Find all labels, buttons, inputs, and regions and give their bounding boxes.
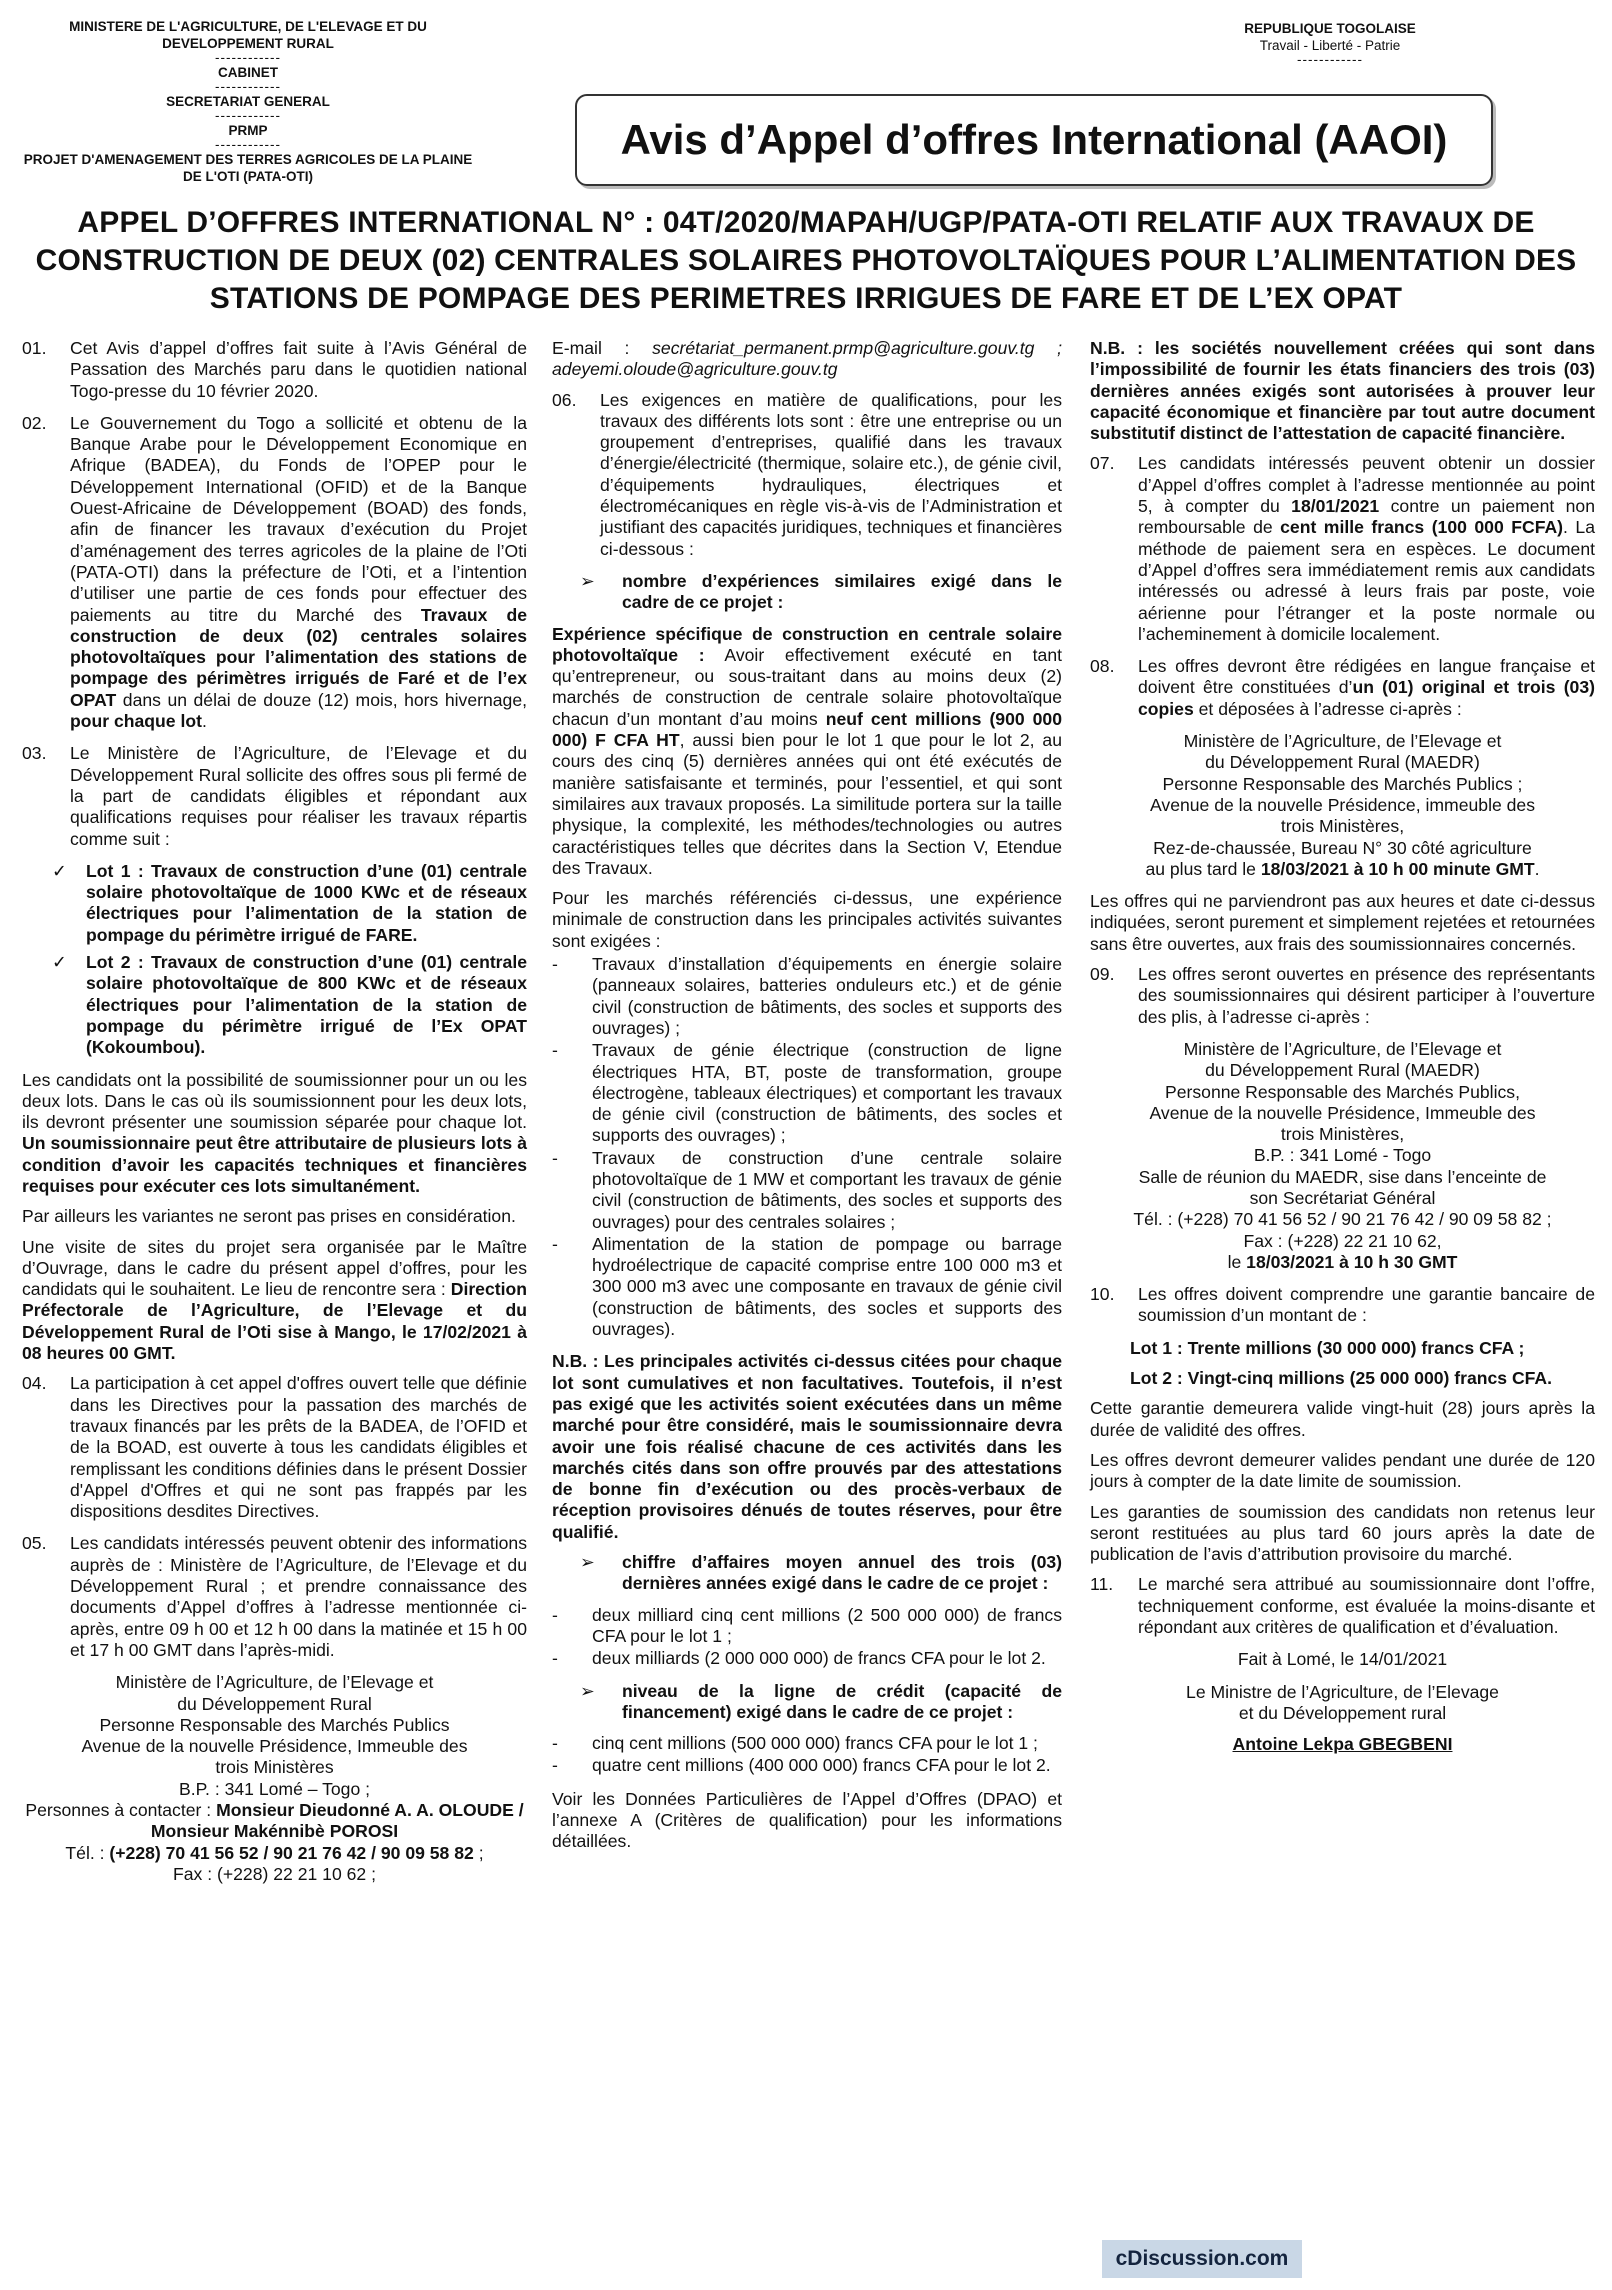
section-text	[1138, 656, 1595, 720]
offer-validity-paragraph: Les offres devront demeurer valides pendant une durée de 120 jours à compter de la date limite de soumission.	[1090, 1449, 1595, 1492]
contact-names: Monsieur Dieudonné A. A. OLOUDE / Monsieur Makénnibè POROSI	[150, 1800, 524, 1842]
text-run: au plus tard le	[1145, 858, 1261, 879]
text-run: le	[1227, 1251, 1247, 1272]
section-05	[22, 1533, 527, 1661]
lot-1-item	[52, 861, 527, 946]
section-text: Les offres doivent comprendre une garantie bancaire de soumission d’un montant de :	[1138, 1284, 1595, 1326]
section-08	[1090, 656, 1595, 720]
minister-title-line: Le Ministre de l’Agriculture, de l’Elevage	[1186, 1681, 1499, 1702]
dash-bullet: -	[552, 1233, 558, 1254]
nb-note: N.B. : Les principales activités ci-dessus citées pour chaque lot sont cumulatives et non facultatives. Toutefois, il n’est pas exigé que les activités soient exécutées dans un même marché pour être considéré, mais le soumissionnaire devra avoir une fois réalisé chacune de ces activités dans les marchés cités dans son offre prouvés par des attestations de bonne fin d’exécution ou des procès-verbaux de réception provisoires dénués de toutes réserves, pour être qualifié.	[552, 1351, 1062, 1542]
activity-item	[552, 954, 1062, 1039]
section-number: 11.	[1090, 1574, 1114, 1595]
experience-paragraph	[552, 624, 1062, 880]
address-line: trois Ministères,	[1280, 1124, 1405, 1145]
dossier-fee: cent mille francs (100 000 FCFA)	[1280, 517, 1564, 538]
arrow-bullet-icon: ➢	[580, 1680, 595, 1701]
text-run: Les offres devront être rédigées en langue française et doivent être constituées d’	[1138, 656, 1595, 698]
text-run: Les candidats ont la possibilité de soumissionner pour un ou les deux lots. Dans le cas où ils soumissionnent pour les deux lots, ils devront présenter une soumission séparée pour chaque lot.	[22, 1069, 527, 1133]
guarantee-lot-2: Lot 2 : Vingt-cinq millions (25 000 000) francs CFA.	[1130, 1368, 1553, 1389]
dash-bullet: -	[552, 1648, 558, 1669]
text-run: , aussi bien pour le lot 1 que pour le lot 2, au cours des cinq (5) dernières années qui ont été exécutés de manière satisfaisante et terminés, pour l’essentiel, et qui sont similaires aux travaux proposés. La similitude portera sur la taille physique, la complexité, les méthodes/technologies ou autres caractéristiques telles que décrites dans la Section V, Etendue des Travaux.	[552, 730, 1062, 878]
credit-text: quatre cent millions (400 000 000) francs CFA pour le lot 2.	[592, 1755, 1051, 1776]
dpao-paragraph: Voir les Données Particulières de l’Appel d’Offres (DPAO) et l’annexe A (Critères de qualification) pour les informations détaillées.	[552, 1788, 1062, 1852]
address-line: Avenue de la nouvelle Présidence, Immeuble des	[81, 1736, 468, 1757]
lot-2-text: Lot 2 : Travaux de construction d’une (01) centrale solaire photovoltaïque de 800 KWc et de réseaux électriques pour l’alimentation de la station de pompage du périmètre irrigué de l’Ex OPAT (Kokoumbou).	[86, 952, 527, 1058]
text-run: Tél. :	[65, 1842, 110, 1863]
section-number: 09.	[1090, 964, 1115, 985]
dash-bullet: -	[552, 1147, 558, 1168]
aaoi-title: Avis d’Appel d’offres International (AAOI)	[620, 116, 1448, 163]
section-text: Le marché sera attribué au soumissionnaire dont l’offre, techniquement conforme, est évaluée la moins-disante et répondant aux critères de qualification et d’évaluation.	[1138, 1574, 1595, 1638]
header-separator: ------------	[215, 50, 281, 65]
arrow-bullet-icon: ➢	[580, 570, 595, 591]
place-date: Fait à Lomé, le 14/01/2021	[1237, 1649, 1448, 1670]
section-number: 02.	[22, 412, 47, 433]
late-offers-paragraph: Les offres qui ne parviendront pas aux heures et date ci-dessus indiquées, seront purement et simplement rejetées et retournées sans être ouvertes, aux frais des soumissionnaires concernés.	[1090, 891, 1595, 954]
address-line: Salle de réunion du MAEDR, sise dans l’enceinte de	[1138, 1166, 1547, 1187]
section-text: Le Ministère de l’Agriculture, de l’Elevage et du Développement Rural sollicite des offres sous pli fermé de la part de candidats éligibles et répondant aux qualifications requises pour réaliser les travaux répartis comme suit :	[70, 743, 527, 849]
section-07	[1090, 453, 1595, 645]
text-run: Personnes à contacter :	[25, 1800, 217, 1820]
submission-address	[1090, 731, 1595, 880]
lot-2-item	[52, 952, 527, 1058]
activity-item	[552, 1234, 1062, 1340]
address-line: du Développement Rural (MAEDR)	[1205, 1060, 1480, 1081]
text-run: et déposées à l’adresse ci-après :	[1193, 698, 1462, 719]
text-run: contre un paiement non remboursable de	[1138, 496, 1595, 538]
section-text: La participation à cet appel d'offres ouvert telle que définie dans les Directives pour la passation des marchés de travaux financés par les prêts de la BADEA, de l’OFID et de la BOAD, est ouverte à tous les candidats éligibles et remplissant les conditions définies dans le présent Dossier d'Appel d'Offres et qui ne sont pas frappés par les dispositions desdites Directives.	[70, 1373, 527, 1522]
text-run: Le Gouvernement du Togo a sollicité et obtenu de la Banque Arabe pour le Développement Economique en Afrique (BADEA), du Fonds de l’OPEP pour le Développement International (OFID) et de la Banque Ouest-Africaine de Développement (BOAD) des fonds, afin de financer les travaux d’exécution du Projet d’aménagement des terres agricoles de la plaine de l’Oti (PATA-OTI) dans la préfecture de l’Oti, et a l’intention d’utiliser une partie de ces fonds pour effectuer des paiements au titre du Marché des	[70, 412, 527, 625]
header-separator: ------------	[215, 79, 281, 94]
credit-item	[552, 1755, 1062, 1776]
fax-line: Fax : (+228) 22 21 10 62 ;	[173, 1863, 376, 1884]
section-text: Les exigences en matière de qualifications, pour les travaux des différents lots sont : être une entreprise ou un groupement d’entreprises, qualifié dans les travaux d’énergie/électricité (thermique, solaire etc.), de génie civil, d’équipements hydrauliques, électriques et électromécaniques en règle vis-à-vis de l’Administration et justifiant des capacités juridiques, techniques et financières ci-dessous :	[600, 389, 1062, 559]
experience-heading	[580, 571, 1062, 614]
site-visit-location: Direction Préfectorale de l’Agriculture, de l’Elevage et du Développement Rural de l’Oti sise à Mango, le 17/02/2021 à 08 heures 00 GMT.	[22, 1279, 527, 1364]
checkmark-icon: ✓	[52, 952, 67, 973]
dash-bullet: -	[552, 1755, 558, 1776]
checkmark-icon: ✓	[52, 860, 67, 881]
dash-bullet: -	[552, 1040, 558, 1061]
section-text	[1138, 453, 1595, 645]
phone-line	[22, 1843, 527, 1864]
secretariat-label: SECRETARIAT GENERAL	[166, 94, 330, 109]
address-line: son Secrétariat Général	[1249, 1187, 1436, 1208]
address-line: B.P. : 341 Lomé – Togo ;	[178, 1778, 371, 1799]
turnover-item	[552, 1605, 1062, 1648]
start-date: 18/01/2021	[1291, 496, 1380, 517]
activity-item	[552, 1040, 1062, 1146]
text-run: E-mail :	[552, 338, 653, 358]
turnover-item	[552, 1648, 1062, 1669]
text-run: .	[1534, 858, 1540, 879]
opening-date	[1090, 1252, 1595, 1273]
header-separator: ------------	[215, 108, 281, 123]
minimum-experience-paragraph: Pour les marchés référenciés ci-dessus, une expérience minimale de construction dans les principales activités suivantes sont exigées :	[552, 888, 1062, 951]
address-line: Personne Responsable des Marchés Publics,	[1164, 1081, 1520, 1102]
column-1	[22, 338, 527, 1885]
activity-text: Alimentation de la station de pompage ou barrage hydroélectrique de capacité comprise entre 100 000 m3 et 300 000 m3 avec une composante en travaux de génie civil (construction de bâtiments, des socles et supports des ouvrages).	[592, 1233, 1062, 1340]
text-run: dans un délai de douze (12) mois, hors hivernage,	[116, 689, 527, 710]
ministry-address	[22, 1672, 527, 1885]
guarantee-validity-paragraph: Cette garantie demeurera valide vingt-huit (28) jours après la durée de validité des offres.	[1090, 1398, 1595, 1440]
credit-item	[552, 1733, 1062, 1754]
dash-bullet: -	[552, 954, 558, 975]
address-line: trois Ministères,	[1280, 816, 1405, 837]
section-number: 10.	[1090, 1284, 1115, 1305]
section-04	[22, 1373, 527, 1522]
section-10	[1090, 1284, 1595, 1327]
text-run: Une visite de sites du projet sera organisée par le Maître d’Ouvrage, dans le cadre du présent appel d’offres, pour les candidats qui le souhaitent. Le lieu de rencontre sera :	[22, 1236, 527, 1300]
republic-header	[1180, 20, 1480, 66]
text-run: .	[201, 711, 207, 732]
address-line: Avenue de la nouvelle Présidence, immeuble des	[1149, 794, 1536, 815]
site-visit-paragraph	[22, 1237, 527, 1365]
lots-paragraph	[22, 1070, 527, 1198]
minister-signature: Antoine Lekpa GBEGBENI	[1232, 1734, 1453, 1755]
submission-deadline	[1090, 859, 1595, 880]
address-line: Ministère de l’Agriculture, de l’Elevage et	[115, 1672, 434, 1693]
activity-text: Travaux de construction d’une centrale solaire photovoltaïque de 1 MW et comportant les travaux de génie civil (construction de bâtiments, des socles et supports des ouvrages) pour des centrales solaires ;	[592, 1147, 1062, 1232]
ministry-name: MINISTERE DE L'AGRICULTURE, DE L'ELEVAGE ET DU DEVELOPPEMENT RURAL	[69, 19, 427, 51]
ministry-header	[18, 18, 478, 185]
address-line: Avenue de la nouvelle Présidence, Immeuble des	[1149, 1102, 1536, 1123]
address-line: du Développement Rural	[177, 1693, 372, 1714]
text-run: . La méthode de paiement sera en espèces. Le document d’Appel d’offres sera immédiatement remis aux candidats intéressés ou adressé à leurs frais par poste, voie aérienne pour l’étranger et la poste normale ou l’acheminement à domicile localement.	[1138, 517, 1595, 644]
aaoi-title-box	[575, 94, 1493, 186]
heading-text: nombre d’expériences similaires exigé dans le cadre de ce projet :	[622, 570, 1062, 613]
guarantee-lot-1: Lot 1 : Trente millions (30 000 000) francs CFA ;	[1130, 1337, 1525, 1358]
section-text: Les offres seront ouvertes en présence des représentants des soumissionnaires qui désirent participer à l’ouverture des plis, à l’adresse ci-après :	[1138, 964, 1595, 1027]
dash-bullet: -	[552, 1604, 558, 1625]
text-run: Avoir effectivement exécuté en tant qu’entrepreneur, ou sous-traitant dans au moins deux (2) marchés de construction de centrale solaire photovoltaïque chacun d’un montant d’au moins	[552, 644, 1062, 729]
phone-numbers: (+228) 70 41 56 52 / 90 21 76 42 / 90 09 58 82	[109, 1842, 474, 1863]
activity-text: Travaux d’installation d’équipements en énergie solaire (panneaux solaires, batteries onduleurs etc.) et de génie civil (construction de bâtiments, des socles et supports des ouvrages) ;	[592, 954, 1062, 1038]
section-01	[22, 338, 527, 402]
lot-1-text: Lot 1 : Travaux de construction d’une (01) centrale solaire photovoltaïque de 1000 KWc et de réseaux électriques pour l’alimentation de la station de pompage du périmètre irrigué de FARE.	[86, 860, 527, 945]
section-number: 06.	[552, 389, 577, 410]
signature-block	[1090, 1649, 1595, 1755]
watermark-logo	[1102, 2240, 1302, 2278]
watermark-text: cDiscussion.com	[1115, 2247, 1289, 2270]
text-run: Expérience spécifique de construction en centrale solaire photovoltaïque :	[552, 623, 1062, 665]
section-number: 07.	[1090, 453, 1115, 474]
section-number: 04.	[22, 1373, 47, 1394]
section-03	[22, 743, 527, 849]
section-09	[1090, 964, 1595, 1028]
project-name: PROJET D'AMENAGEMENT DES TERRES AGRICOLES DE LA PLAINE DE L'OTI (PATA-OTI)	[23, 152, 473, 184]
credit-text: cinq cent millions (500 000 000) francs CFA pour le lot 1 ;	[592, 1733, 1038, 1754]
address-line: Personne Responsable des Marchés Publics	[99, 1714, 450, 1735]
republic-name: REPUBLIQUE TOGOLAISE	[1244, 21, 1416, 36]
address-line: B.P. : 341 Lomé - Togo	[1253, 1145, 1432, 1166]
credit-line-heading	[580, 1681, 1062, 1724]
minimum-amount: neuf cent millions (900 000 000) F CFA HT	[552, 708, 1063, 751]
opening-address	[1090, 1039, 1595, 1273]
text-run: Les candidats intéressés peuvent obtenir un dossier d’Appel d’offres complet à l’adresse mentionnée au point 5, à compter du	[1138, 453, 1595, 517]
section-number: 05.	[22, 1533, 47, 1554]
address-line: Ministère de l’Agriculture, de l’Elevage et	[1183, 731, 1502, 752]
turnover-text: deux milliards (2 000 000 000) de francs CFA pour le lot 2.	[592, 1648, 1046, 1669]
minister-title-line: et du Développement rural	[1238, 1702, 1447, 1723]
section-02	[22, 413, 527, 732]
address-line: Fax : (+228) 22 21 10 62,	[1243, 1230, 1442, 1251]
dash-bullet: -	[552, 1733, 558, 1754]
contact-persons	[22, 1800, 527, 1843]
section-text: Les candidats intéressés peuvent obtenir des informations auprès de : Ministère de l’Agriculture, de l’Elevage et du Développement Rural ; et prendre connaissance des documents d’Appel d’offres à l’adresse mentionnée ci-après, entre 09 h 00 et 12 h 00 dans la matinée et 15 h 00 et 17 h 00 GMT dans l’après-midi.	[70, 1533, 527, 1660]
opening-datetime: 18/03/2021 à 10 h 30 GMT	[1246, 1251, 1458, 1272]
section-text: Cet Avis d’appel d’offres fait suite à l’Avis Général de Passation des Marchés paru dans le quotidien national Togo-presse du 10 février 2020.	[70, 338, 527, 401]
arrow-bullet-icon: ➢	[580, 1552, 595, 1573]
address-line: Tél. : (+228) 70 41 56 52 / 90 21 76 42 / 90 09 58 82 ;	[1133, 1209, 1552, 1230]
tender-title: APPEL D’OFFRES INTERNATIONAL N° : 04T/2020/MAPAH/UGP/PATA-OTI RELATIF AUX TRAVAUX DE CONSTRUCTION DE DEUX (02) CENTRALES SOLAIRES PHOTOVOLTAÏQUES POUR L’ALIMENTATION DES STATIONS DE POMPAGE DES PERIMETRES IRRIGUES DE FARE ET DE L’EX OPAT	[35, 206, 1577, 315]
heading-text: chiffre d’affaires moyen annuel des trois (03) dernières années exigé dans le cadre de ce projet :	[622, 1552, 1062, 1594]
motto-separator: ------------	[1297, 52, 1363, 67]
column-2	[552, 338, 1062, 1862]
address-line: trois Ministères	[215, 1757, 334, 1778]
activity-item	[552, 1148, 1062, 1233]
guarantee-return-paragraph: Les garanties de soumission des candidats non retenus leur seront restituées au plus tard 60 jours après la date de publication de l’avis d’attribution provisoire du marché.	[1090, 1501, 1595, 1565]
text-run: Un soumissionnaire peut être attributaire de plusieurs lots à condition d’avoir les capacités techniques et financières requises pour exécuter ces lots simultanément.	[22, 1133, 527, 1196]
nb-new-companies: N.B. : les sociétés nouvellement créées qui sont dans l’impossibilité de fournir les états financiers des trois (03) dernières années exigés sont autorisées à prouver leur capacité économique et financière par tout autre document substitutif distinct de l’attestation de capacité financière.	[1090, 338, 1595, 444]
deadline-date: 18/03/2021 à 10 h 00 minute GMT	[1260, 858, 1535, 879]
turnover-text: deux milliard cinq cent millions (2 500 000 000) de francs CFA pour le lot 1 ;	[592, 1604, 1062, 1646]
address-line: du Développement Rural (MAEDR)	[1205, 752, 1480, 773]
header-separator: ------------	[215, 137, 281, 152]
section-11	[1090, 1574, 1595, 1638]
works-title: Travaux de construction de deux (02) centrales solaires photovoltaïques pour l’alimentation des stations de pompage des périmètres irrigués de Faré et de l’ex OPAT	[70, 604, 527, 710]
variants-paragraph: Par ailleurs les variantes ne seront pas prises en considération.	[22, 1206, 516, 1227]
section-06	[552, 390, 1062, 560]
email-line	[552, 338, 1062, 381]
email-addresses: secrétariat_permanent.prmp@agriculture.gouv.tg ; adeyemi.oloude@agriculture.gouv.tg	[552, 338, 1062, 380]
national-motto: Travail - Liberté - Patrie	[1259, 38, 1401, 53]
section-text	[70, 413, 527, 732]
section-number: 08.	[1090, 656, 1115, 677]
per-lot-note: pour chaque lot	[70, 711, 202, 732]
text-run: ;	[473, 1842, 484, 1863]
address-line: Ministère de l’Agriculture, de l’Elevage et	[1183, 1038, 1502, 1059]
section-number: 03.	[22, 743, 47, 764]
column-3	[1090, 338, 1595, 1767]
activity-text: Travaux de génie électrique (construction de ligne électriques HTA, BT, poste de transformation, groupe électrogène, tableaux électriques) et comportant les travaux de génie civil (construction de bâtiments, des socles et supports des ouvrages) ;	[592, 1040, 1062, 1146]
address-line: Rez-de-chaussée, Bureau N° 30 côté agriculture	[1153, 837, 1532, 858]
turnover-heading	[580, 1552, 1062, 1595]
section-number: 01.	[22, 338, 47, 358]
heading-text: niveau de la ligne de crédit (capacité de financement) exigé dans le cadre de ce projet :	[622, 1680, 1062, 1722]
copies-required: un (01) original et trois (03) copies	[1138, 677, 1595, 719]
prmp-label: PRMP	[228, 123, 268, 138]
address-line: Personne Responsable des Marchés Publics ;	[1162, 773, 1523, 794]
cabinet-label: CABINET	[218, 65, 278, 80]
